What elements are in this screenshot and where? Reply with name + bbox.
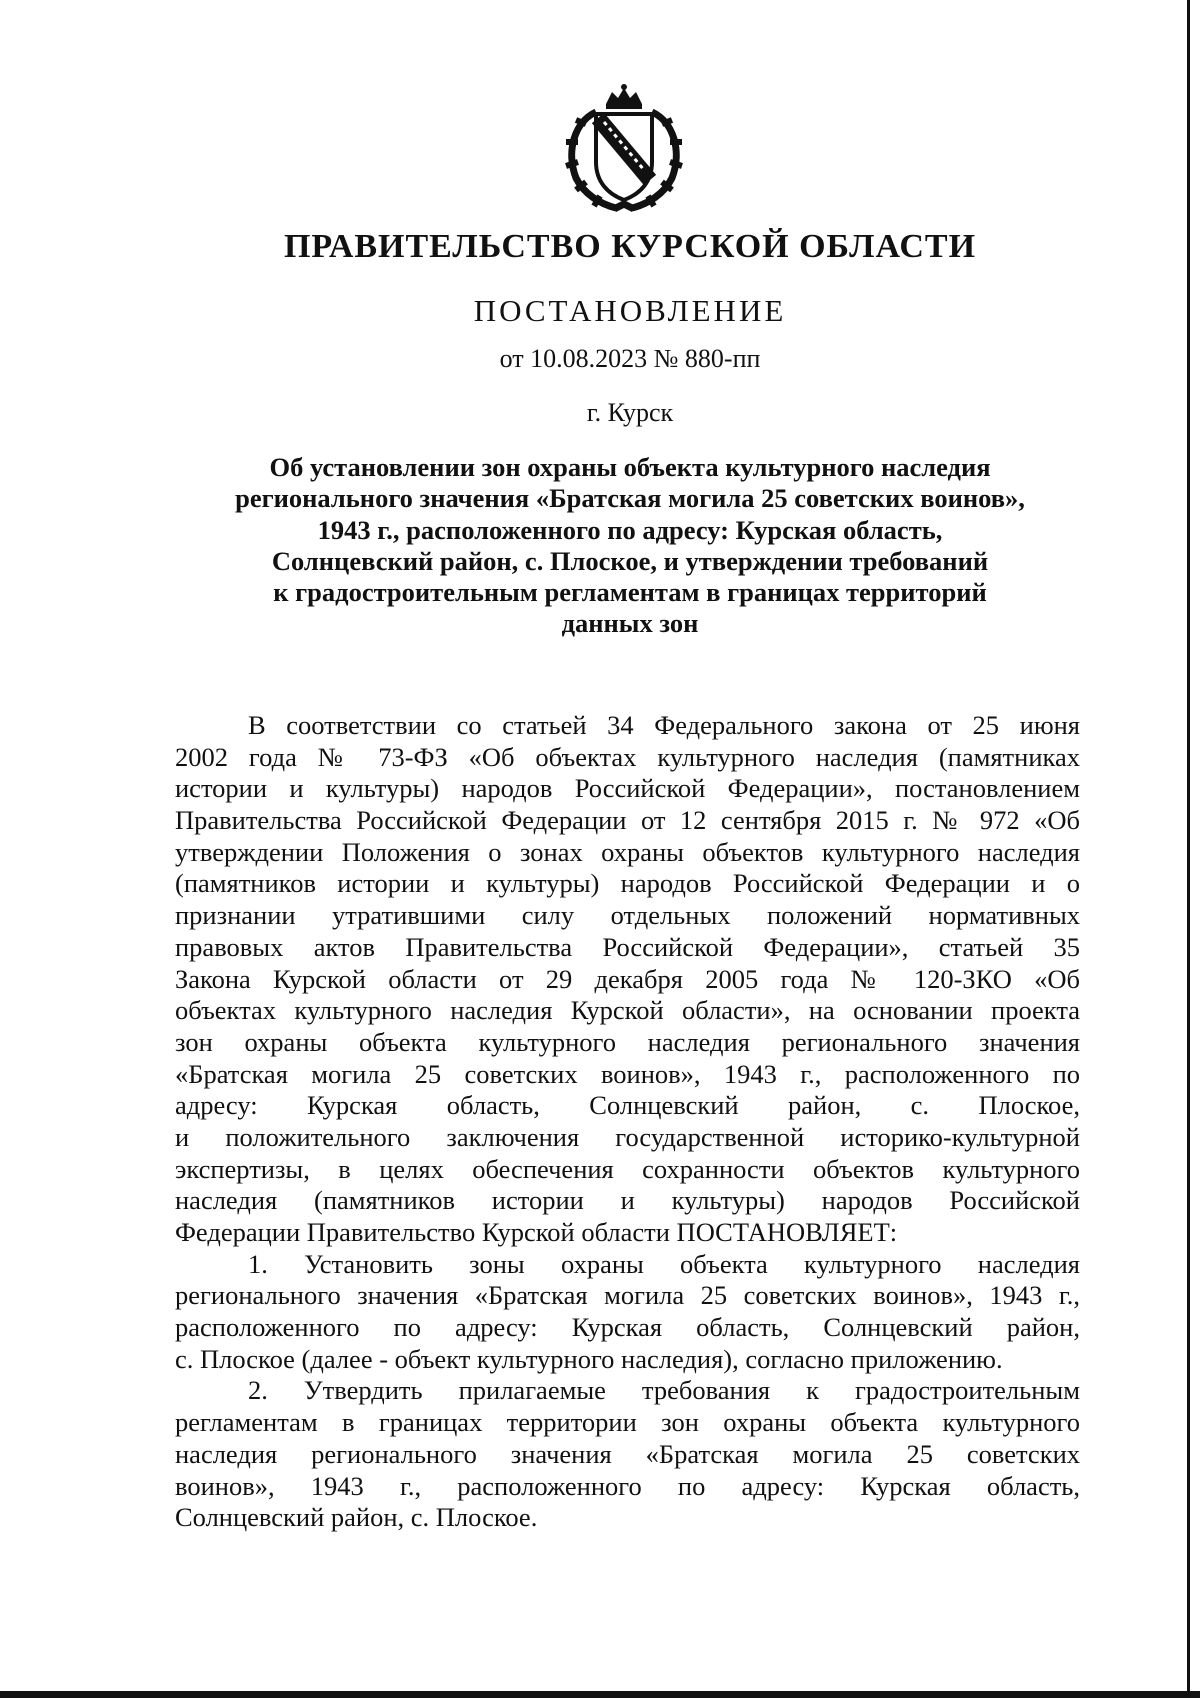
title-line: 1943 г., расположенного по адресу: Курская область,: [317, 514, 943, 545]
document-type: ПОСТАНОВЛЕНИЕ: [473, 293, 787, 328]
body-line: зон охраны объекта культурного наследия регионального значения: [175, 1026, 1080, 1057]
body-line: Правительства Российской Федерации от 12 сентября 2015 г. № 972 «Об: [175, 805, 1080, 836]
coat-of-arms-icon: [556, 82, 692, 214]
preamble-paragraph: [175, 710, 1080, 1249]
title-line: Об установлении зон охраны объекта культурного наследия: [269, 452, 991, 482]
body-line: воинов», 1943 г., расположенного по адресу: Курская область,: [175, 1470, 1080, 1501]
body-line: признании утратившими силу отдельных положений нормативных: [175, 900, 1080, 931]
body-line: регламентам в границах территории зон охраны объекта культурного: [175, 1407, 1080, 1438]
body-line: Солнцевский район, с. Плоское.: [175, 1502, 538, 1533]
document-body: [175, 710, 1080, 1534]
body-line: наследия (памятников истории и культуры) народов Российской: [175, 1185, 1080, 1216]
document-title: [130, 452, 1130, 640]
body-line: В соответствии со статьей 34 Федерального закона от 25 июня: [248, 710, 1080, 740]
body-line: экспертизы, в целях обеспечения сохранности объектов культурного: [175, 1153, 1080, 1184]
body-line: «Братская могила 25 советских воинов», 1943 г., расположенного по: [175, 1058, 1080, 1089]
government-name: ПРАВИТЕЛЬСТВО КУРСКОЙ ОБЛАСТИ: [283, 228, 977, 265]
item-1-paragraph: [175, 1249, 1080, 1376]
body-line: Федерации Правительство Курской области ПОСТАНОВЛЯЕТ:: [175, 1217, 898, 1247]
title-line: регионального значения «Братская могила 25 советских воинов»,: [235, 483, 1025, 514]
body-line: истории и культуры) народов Российской Федерации», постановлением: [175, 773, 1080, 804]
body-line: наследия регионального значения «Братская могила 25 советских: [175, 1438, 1080, 1469]
body-line: расположенного по адресу: Курская область, Солнцевский район,: [175, 1312, 1080, 1343]
body-line: адресу: Курская область, Солнцевский район, с. Плоское,: [175, 1090, 1080, 1121]
body-line: правовых актов Правительства Российской Федерации», статьей 35: [175, 931, 1080, 962]
body-line: Закона Курской области от 29 декабря 2005 года № 120-ЗКО «Об: [175, 963, 1080, 994]
body-line: 2002 года № 73-ФЗ «Об объектах культурного наследия (памятниках: [175, 741, 1080, 772]
body-line: регионального значения «Братская могила 25 советских воинов», 1943 г.,: [175, 1280, 1080, 1311]
title-line: Солнцевский район, с. Плоское, и утверждении требований: [271, 545, 989, 576]
page-edge-bottom: [0, 1691, 1200, 1698]
document-number: от 10.08.2023 № 880-пп: [499, 344, 761, 373]
body-line: с. Плоское (далее - объект культурного наследия), согласно приложению.: [175, 1343, 1003, 1374]
body-line: 2. Утвердить прилагаемые требования к градостроительным: [248, 1375, 1080, 1406]
issue-city: г. Курск: [586, 398, 674, 427]
body-line: утверждении Положения о зонах охраны объектов культурного наследия: [175, 836, 1080, 867]
body-line: объектах культурного наследия Курской области», на основании проекта: [175, 995, 1080, 1026]
body-line: (памятников истории и культуры) народов Российской Федерации и о: [175, 868, 1080, 899]
body-line: 1. Установить зоны охраны объекта культурного наследия: [248, 1248, 1080, 1279]
body-line: и положительного заключения государственной историко-культурной: [175, 1121, 1080, 1152]
item-2-paragraph: [175, 1375, 1080, 1533]
title-line: к градостроительным регламентам в границах территорий: [273, 577, 987, 608]
title-line: данных зон: [561, 608, 699, 639]
